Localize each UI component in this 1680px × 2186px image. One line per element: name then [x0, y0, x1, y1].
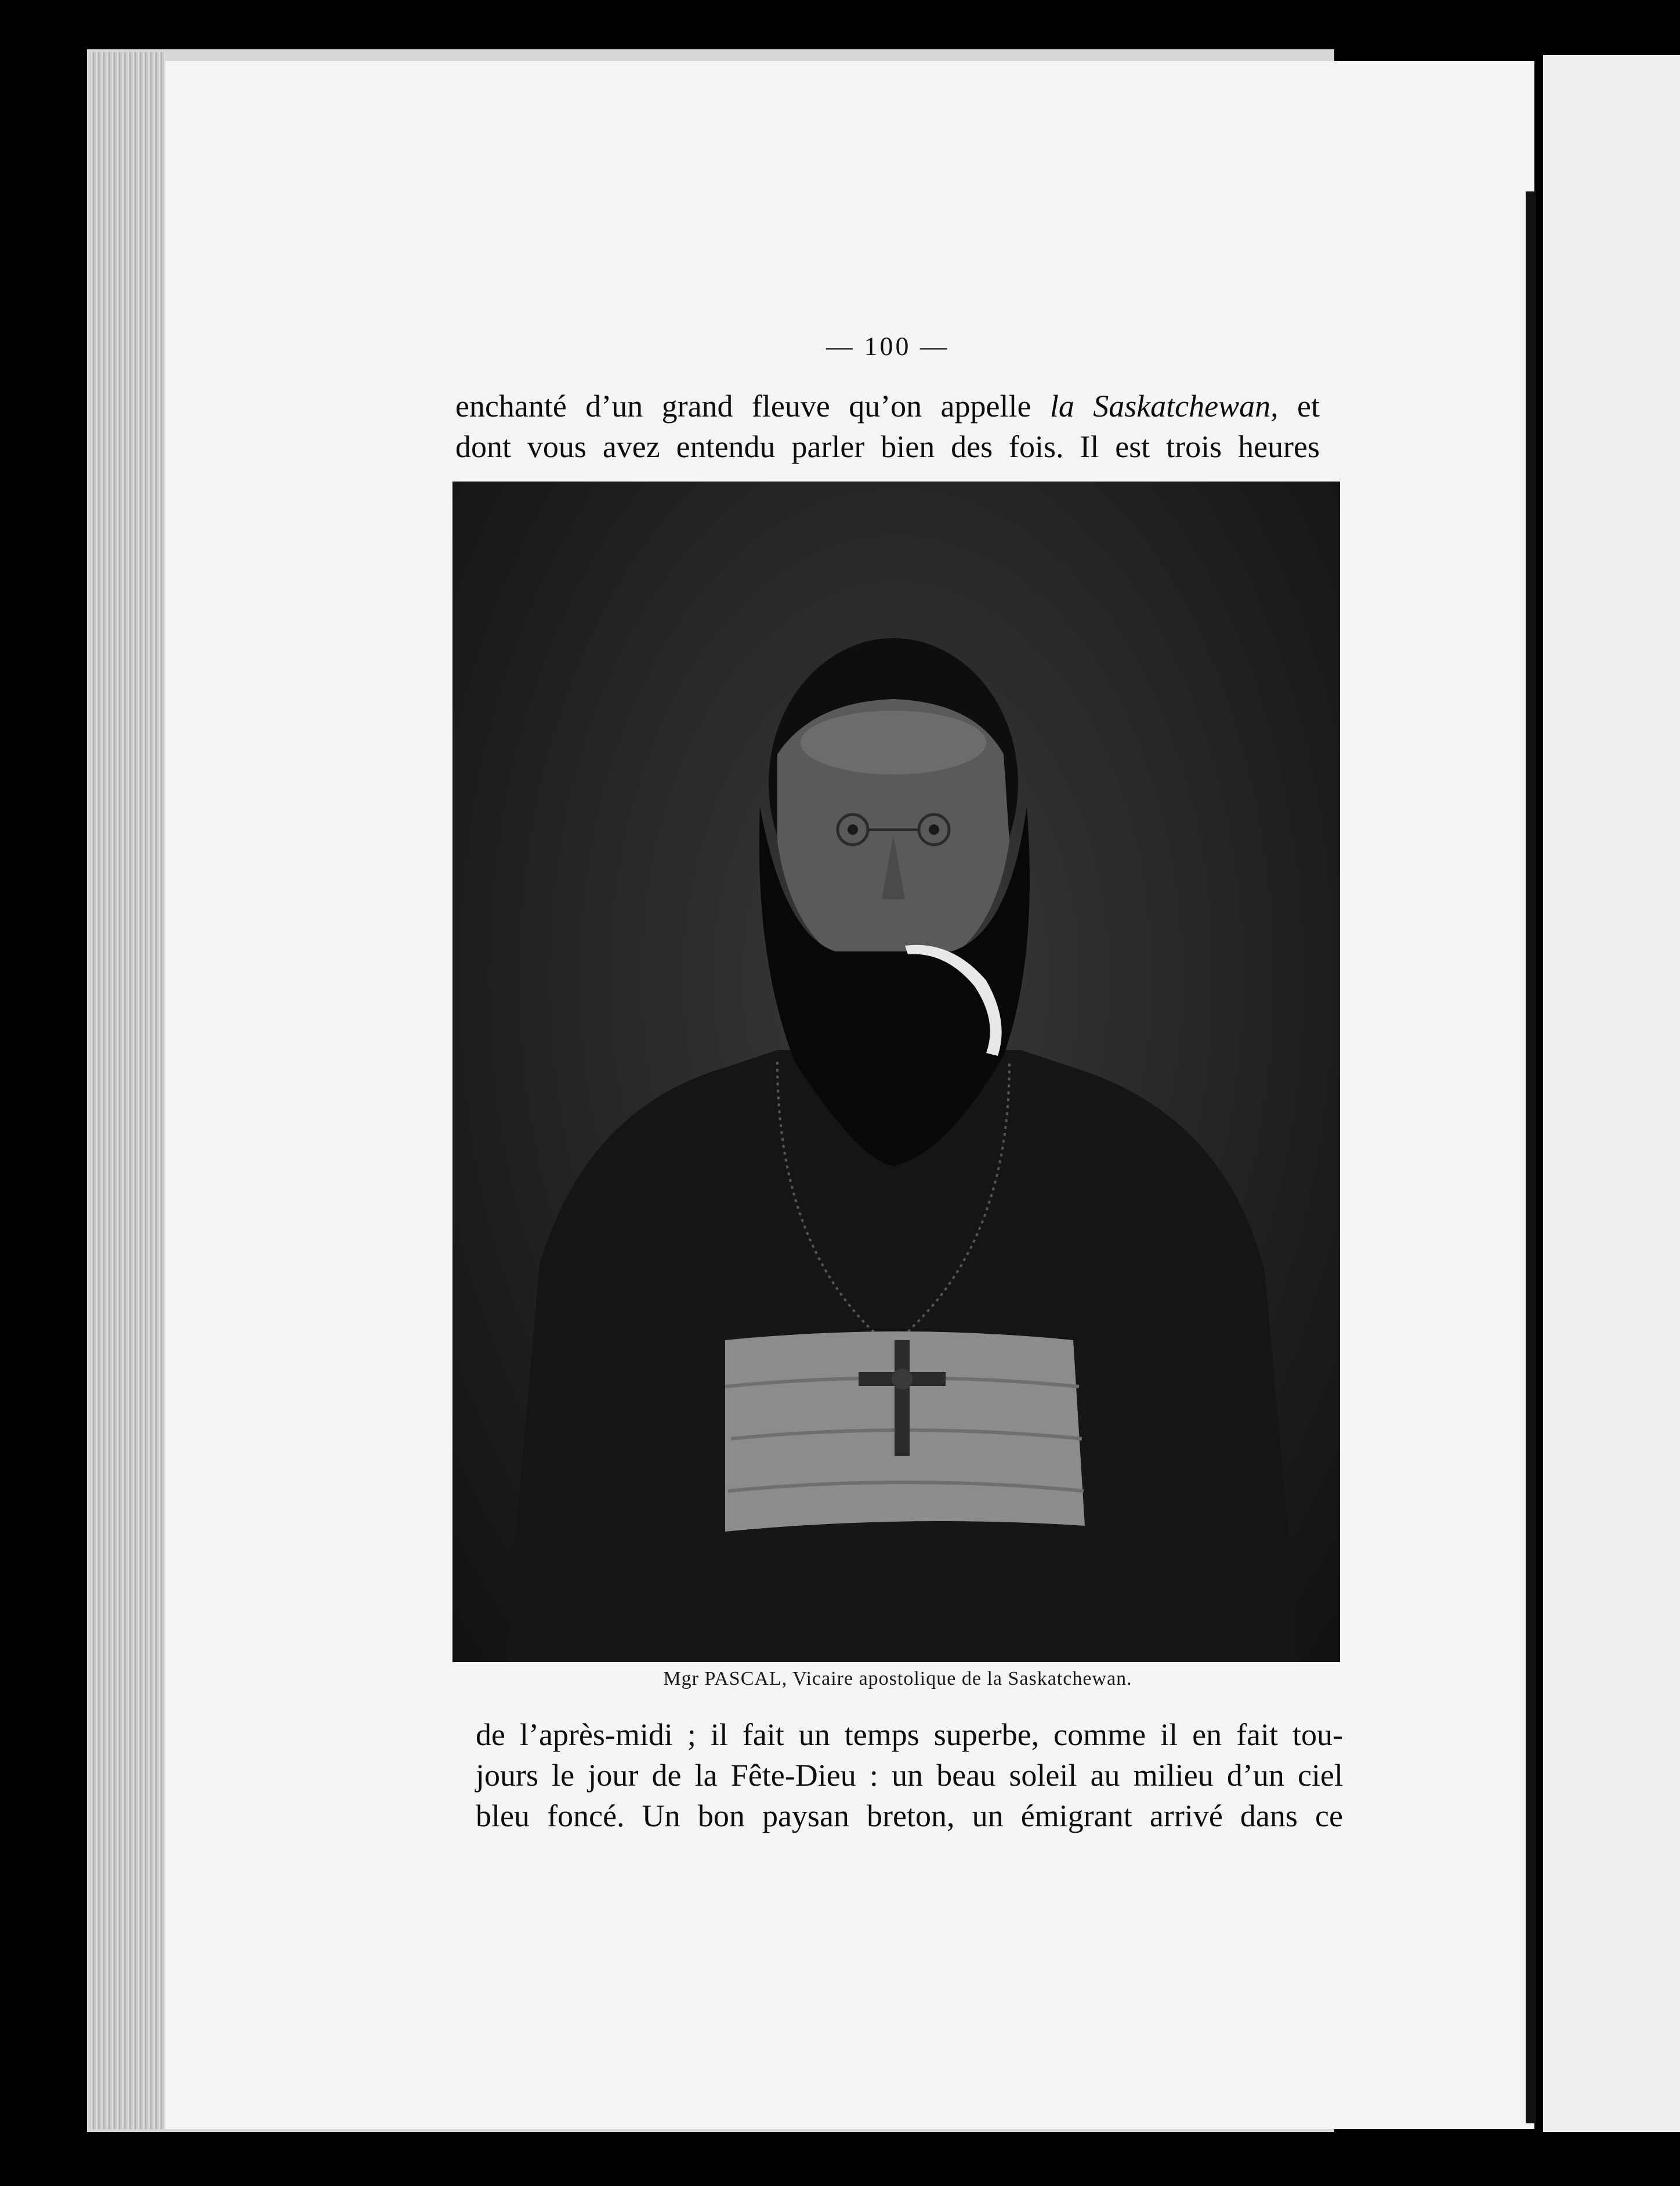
portrait-illustration	[452, 482, 1340, 1662]
page-number: — 100 —	[826, 331, 949, 361]
gutter-shadow	[1526, 191, 1536, 2123]
text-line-3: de l’après-midi ; il fait un temps superbe, comme il en fait tou-	[476, 1717, 1343, 1752]
text-line-2: dont vous avez entendu parler bien des fois. Il est trois heures	[455, 429, 1320, 464]
text-line-5: bleu foncé. Un bon paysan breton, un émigrant arrivé dans ce	[476, 1798, 1343, 1833]
text-line-1: enchanté d’un grand fleuve qu’on appelle la Saskatchewan, et	[455, 389, 1320, 424]
facing-page	[1543, 55, 1680, 2132]
figure-caption: Mgr PASCAL, Vicaire apostolique de la Saskatchewan.	[663, 1668, 1132, 1689]
page-edges	[90, 52, 165, 2129]
text-line-4: jours le jour de la Fête-Dieu : un beau soleil au milieu d’un ciel	[476, 1758, 1343, 1793]
portrait-photo	[452, 482, 1340, 1662]
